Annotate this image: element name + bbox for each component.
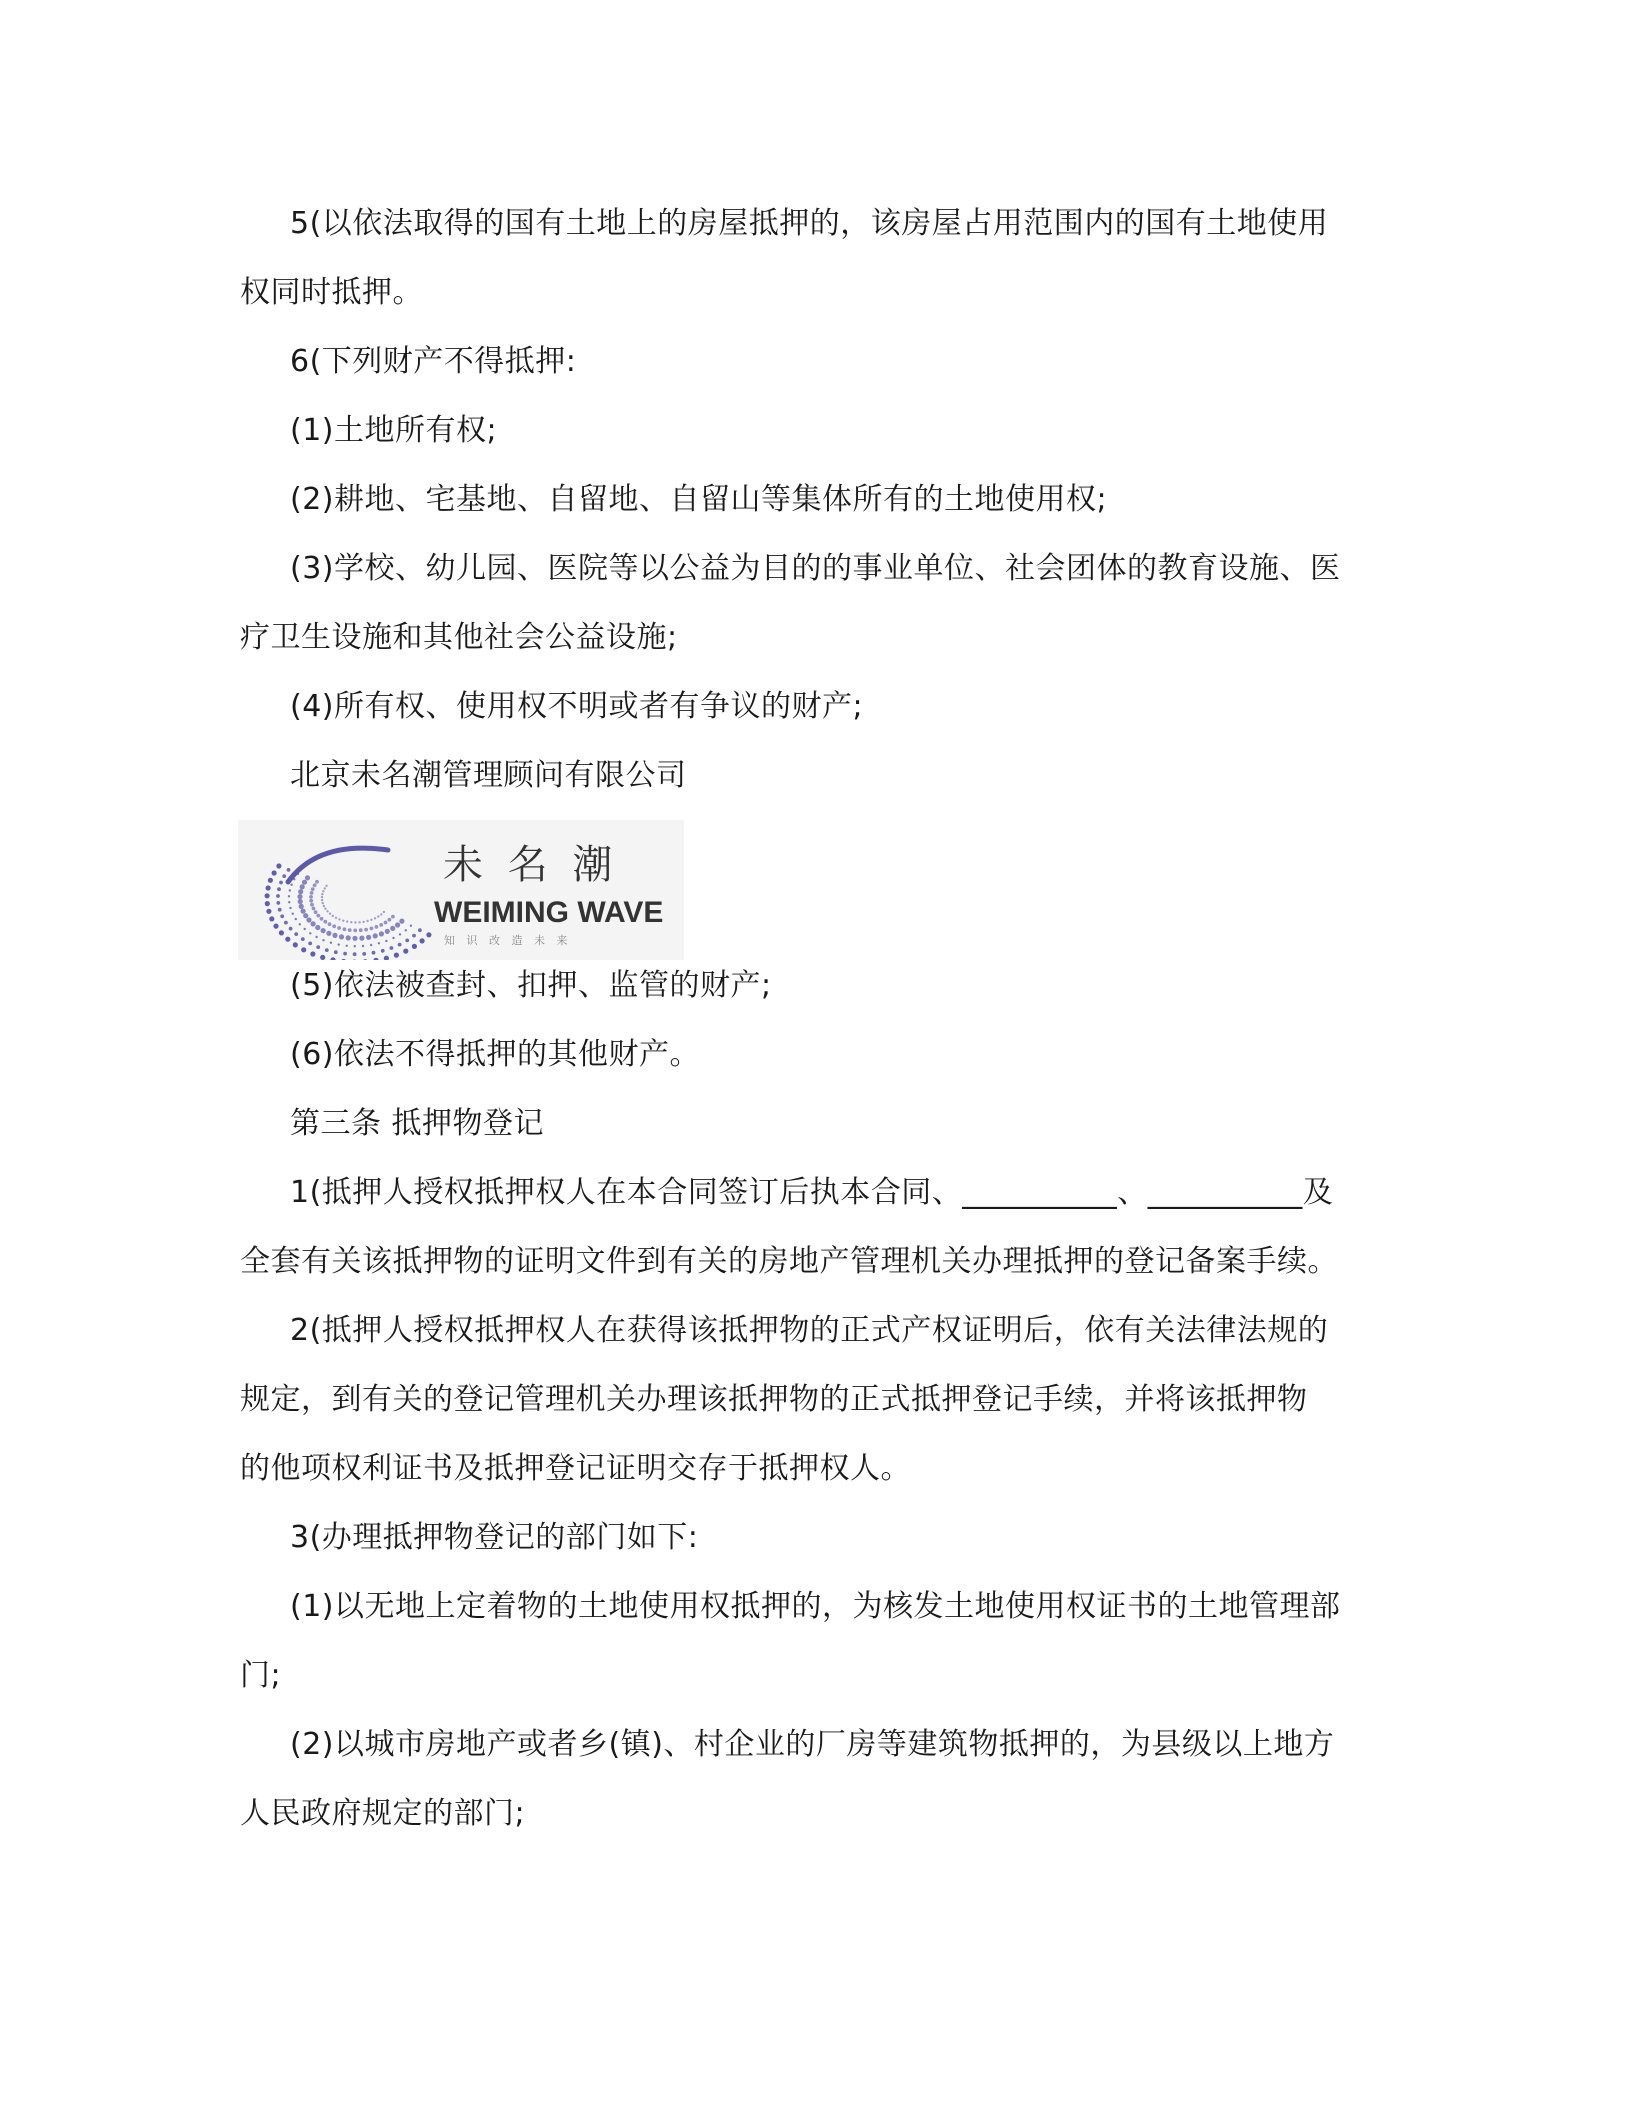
swirl-dot [273, 924, 278, 929]
swirl-dot [302, 880, 307, 885]
swirl-dot [322, 939, 324, 941]
logo-cn-name: 未 名 潮 [443, 842, 619, 888]
swirl-dot [293, 942, 298, 947]
swirl-dot [353, 952, 357, 956]
paragraph-line: (2)以城市房地产或者乡(镇)、村企业的厂房等建筑物抵押的，为县级以上地方 [290, 1727, 1335, 1762]
swirl-dot [276, 901, 280, 905]
swirl-dot [370, 927, 374, 931]
swirl-dot [342, 920, 344, 922]
swirl-dot [326, 931, 331, 936]
swirl-dot [311, 921, 316, 926]
swirl-dot [328, 922, 332, 926]
swirl-dot [326, 910, 328, 912]
paragraph-line: 权同时抵押。 [240, 275, 423, 310]
swirl-dot [287, 868, 291, 872]
swirl-dot [370, 919, 372, 921]
section-heading: 第三条 抵押物登记 [290, 1106, 545, 1141]
swirl-dot [350, 921, 352, 923]
swirl-dot [381, 949, 385, 953]
swirl-dot [288, 901, 290, 903]
swirl-dot [288, 895, 290, 897]
swirl-dot [309, 895, 313, 899]
company-name: 北京未名潮管理顾问有限公司 [290, 758, 687, 793]
swirl-dot [385, 940, 387, 942]
swirl-dot [405, 939, 409, 943]
swirl-dot [418, 928, 422, 932]
swirl-dot [399, 919, 404, 924]
swirl-dot [412, 934, 416, 938]
swirl-dot [330, 942, 332, 944]
swirl-dot [266, 909, 271, 914]
swirl-dot [316, 914, 320, 918]
swirl-dot [277, 887, 281, 891]
paragraph-line: (1)以无地上定着物的土地使用权抵押的，为核发土地使用权证书的土地管理部 [290, 1589, 1341, 1624]
swirl-dot [325, 948, 329, 952]
logo-tagline: 知 识 改 造 未 来 [444, 934, 572, 947]
swirl-dot [325, 885, 327, 887]
swirl-dot [265, 901, 270, 906]
swirl-dot [284, 921, 288, 925]
swirl-dot [305, 875, 310, 880]
swirl-dot [321, 899, 323, 901]
swirl-dot [352, 936, 357, 941]
swirl-dot [324, 908, 326, 910]
swirl-dot [310, 891, 314, 895]
swirl-dot [384, 956, 389, 960]
paragraph-line: (5)依法被查封、扣押、监管的财产; [290, 968, 772, 1003]
swirl-dot [390, 926, 395, 931]
swirl-dot [276, 863, 281, 868]
swirl-dot [279, 930, 284, 935]
swirl-dot [420, 938, 425, 943]
swirl-dot [320, 955, 325, 960]
swirl-dot [385, 929, 390, 934]
swirl-dot [412, 944, 417, 949]
swirl-dot [313, 883, 317, 887]
paragraph-line: 疗卫生设施和其他社会公益设施; [240, 620, 678, 655]
swirl-dot [323, 905, 325, 907]
swirl-dot [298, 889, 303, 894]
wave-logo-icon [238, 820, 684, 960]
swirl-dot [332, 924, 336, 928]
swirl-dot [320, 917, 324, 921]
swirl-dot [379, 923, 383, 927]
swirl-dot [372, 951, 376, 955]
swirl-dot [399, 933, 401, 935]
swirl-dot [395, 922, 400, 927]
swirl-dot [383, 911, 385, 913]
swirl-dot [298, 899, 303, 904]
swirl-dot [306, 917, 311, 922]
swirl-dot [295, 918, 297, 920]
swirl-dot [300, 884, 305, 889]
swirl-dot [348, 928, 352, 932]
swirl-dot [321, 893, 323, 895]
swirl-dot [380, 913, 382, 915]
swirl-dot [309, 932, 311, 934]
company-logo [238, 820, 684, 960]
paragraph-line: 5(以依法取得的国有土地上的房屋抵押的，该房屋占用范围内的国有土地使用 [290, 206, 1329, 241]
swirl-dot [363, 959, 368, 960]
swirl-dot [303, 913, 308, 918]
swirl-dot [375, 925, 379, 929]
swirl-dot [370, 944, 372, 946]
swirl-dot [338, 918, 340, 920]
swirl-dot [297, 894, 302, 899]
paragraph-line: (6)依法不得抵押的其他财产。 [290, 1037, 700, 1072]
swirl-dot [346, 945, 348, 947]
swirl-dot [315, 925, 320, 930]
swirl-dot [301, 937, 305, 941]
swirl-dot [341, 959, 346, 960]
swirl-dot [373, 958, 378, 960]
swirl-dot [309, 899, 313, 903]
paragraph-line: (1)土地所有权; [290, 413, 498, 448]
swirl-dot [279, 881, 283, 885]
swirl-dot [377, 915, 379, 917]
swirl-dot [330, 957, 335, 960]
swirl-dot [314, 910, 318, 914]
swirl-dot [353, 929, 357, 933]
swirl-dot [315, 936, 317, 938]
swirl-dot [315, 880, 319, 884]
swirl-dot [362, 952, 366, 956]
swirl-dot [278, 908, 282, 912]
swirl-dot [310, 951, 315, 956]
swirl-dot [265, 893, 270, 898]
swirl-dot [322, 902, 324, 904]
paragraph-line: 1(抵押人授权抵押权人在本合同签订后执本合同、__________、__________及 [290, 1175, 1334, 1210]
swirl-dot [346, 920, 348, 922]
paragraph-line: 人民政府规定的部门; [240, 1796, 526, 1831]
swirl-dot [304, 928, 306, 930]
swirl-dot [289, 907, 291, 909]
swirl-dot [354, 921, 356, 923]
swirl-dot [301, 909, 306, 914]
swirl-dot [329, 913, 331, 915]
swirl-dot [266, 885, 271, 890]
swirl-dot [308, 942, 312, 946]
paragraph-line: (4)所有权、使用权不明或者有争议的财产; [290, 689, 864, 724]
swirl-dot [310, 903, 314, 907]
swirl-dot [378, 942, 380, 944]
swirl-dot [398, 943, 402, 947]
paragraph-line: 3(办理抵押物登记的部门如下: [290, 1520, 699, 1555]
swirl-dot [392, 937, 394, 939]
swirl-dot [379, 931, 384, 936]
swirl-dot [299, 923, 301, 925]
swirl-dot [332, 915, 334, 917]
swirl-dot [322, 890, 324, 892]
swirl-dot [343, 927, 347, 931]
swirl-dot [384, 921, 388, 925]
swirl-dot [391, 915, 395, 919]
swirl-dot [338, 943, 340, 945]
swirl-dot [292, 913, 294, 915]
swirl-dot [332, 933, 337, 938]
swirl-dot [312, 907, 316, 911]
swirl-dot [343, 952, 347, 956]
swirl-dot [299, 904, 304, 909]
swirl-dot [410, 925, 412, 927]
paragraph-line: 2(抵押人授权抵押权人在获得该抵押物的正式产权证明后，依有关法律法规的 [290, 1313, 1329, 1348]
swirl-dot [364, 928, 368, 932]
swirl-dot [388, 918, 392, 922]
swirl-dot [269, 916, 274, 921]
swirl-dot [337, 926, 341, 930]
swirl-dot [354, 945, 356, 947]
swirl-dot [285, 937, 290, 942]
swirl-dot [272, 870, 277, 875]
swirl-dot [405, 929, 407, 931]
swirl-dot [335, 917, 337, 919]
swirl-dot [311, 887, 315, 891]
paragraph-line: 门; [240, 1658, 282, 1693]
swirl-dot [374, 917, 376, 919]
swirl-dot [362, 921, 364, 923]
swirl-dot [373, 933, 378, 938]
paragraph-line: 全套有关该抵押物的证明文件到有关的房地产管理机关办理抵押的登记备案手续。 [240, 1244, 1338, 1279]
swirl-dot [334, 950, 338, 954]
paragraph-line: 6(下列财产不得抵押: [290, 344, 577, 379]
swirl-dot [289, 889, 291, 891]
paragraph-line: (2)耕地、宅基地、自留地、自留山等集体所有的土地使用权; [290, 482, 1108, 517]
swirl-dot [323, 920, 327, 924]
swirl-dot [390, 946, 394, 950]
swirl-dot [362, 945, 364, 947]
swirl-dot [366, 920, 368, 922]
swirl-dot [316, 945, 320, 949]
swirl-arc [288, 848, 388, 882]
swirl-dot [359, 928, 363, 932]
swirl-graphic [265, 848, 432, 960]
swirl-dot [294, 932, 298, 936]
paragraph-line: 规定，到有关的登记管理机关办理该抵押物的正式抵押登记手续，并将该抵押物 [240, 1382, 1308, 1417]
swirl-dot [359, 936, 364, 941]
logo-en-name: WEIMING WAVE [434, 896, 664, 929]
swirl-dot [403, 949, 408, 954]
swirl-dot [346, 935, 351, 940]
swirl-dot [301, 947, 306, 952]
swirl-dot [321, 896, 323, 898]
swirl-dot [358, 921, 360, 923]
swirl-dot [426, 932, 431, 937]
swirl-dot [324, 887, 326, 889]
paragraph-line: (3)学校、幼儿园、医院等以公益为目的的事业单位、社会团体的教育设施、医 [290, 551, 1341, 586]
swirl-dot [394, 953, 399, 958]
paragraph-line: 的他项权利证书及抵押登记证明交存于抵押权人。 [240, 1451, 911, 1486]
swirl-dot [280, 914, 284, 918]
swirl-dot [352, 960, 357, 961]
swirl-dot [268, 878, 273, 883]
swirl-dot [366, 935, 371, 940]
swirl-dot [276, 894, 280, 898]
swirl-dot [290, 884, 292, 886]
swirl-dot [321, 928, 326, 933]
swirl-dot [339, 934, 344, 939]
swirl-dot [282, 874, 286, 878]
swirl-dot [289, 927, 293, 931]
